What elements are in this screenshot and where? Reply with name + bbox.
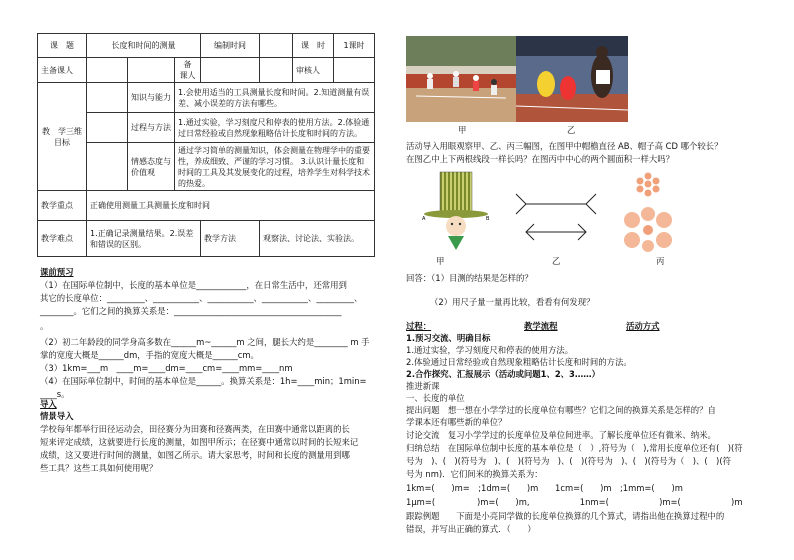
compile-time-label: 编制时间: [201, 34, 260, 58]
flow-line-9: 讨论交流 复习小学学过的长度单位及单位间进率。了解长度单位还有微米、纳米。: [406, 430, 716, 440]
flow-line-11: 号为 )、( )(符号为 )、( )(符号为 )、( )(符号为 )、( )(符号为（ )、( )(符: [406, 456, 731, 466]
sprint-photo: [516, 36, 628, 122]
difficulty-text: 1.正确记录测量结果。2.误差和错误的区别。: [87, 221, 201, 257]
ebbinghaus-figure: [618, 170, 678, 252]
answer-line-1: 回答：（1）目测的结果是怎样的？: [406, 273, 533, 283]
lesson-title: 长度和时间的测量: [87, 34, 201, 58]
reviewer-label: 审核人: [293, 58, 334, 83]
flow-label: 教学流程: [524, 321, 558, 331]
goal-label-3: 情感态度与价值观: [128, 143, 175, 191]
goal-text-1: 1.会使用适当的工具测量长度和时间。2.知道测量有误差、减小误差的方法有哪些。: [175, 83, 375, 113]
class-hours-label: 课 时: [293, 34, 334, 58]
svg-text:B: B: [486, 216, 490, 222]
long-jump-photo: [406, 36, 516, 122]
flow-line-12: 号为 nm)．它们间米的换算关系为：: [406, 469, 543, 479]
method-text: 观察法、讨论法、实验法。: [260, 221, 375, 257]
flow-line-3: 2.体验通过日常经验或自然现象粗略估计长度和时间的方法。: [406, 357, 632, 367]
flow-line-2: 1.通过实验，学习刻度尺和停表的使用方法。: [406, 345, 574, 355]
preview-line-3: （3）1km=___m ____m=____dm=____cm=____mm=____nm: [40, 363, 293, 373]
method-label: 教学方法: [201, 221, 260, 257]
scene-line-3: 成绩，这又要进行时间的测量，如图乙所示。请大家思考，时间和长度的测量用到哪: [40, 450, 350, 460]
scene-title: 情景导入: [40, 411, 74, 421]
conversion-line-1: 1km=( )m= ;1dm=( )m 1cm=( )m ;1mm=( )m: [406, 483, 683, 493]
answer-line-2: （2）用尺子量一量再比较，看看有何发现？: [430, 297, 595, 307]
preview-line-1c: ________。它们之间的换算关系是：________________________________________: [40, 306, 342, 316]
preview-line-1d: 。: [40, 321, 49, 331]
preview-line-4b: ____s。: [40, 389, 70, 399]
flow-line-4: 2.合作探究、汇报展示（活动或问题1、2、3……）: [406, 369, 600, 379]
flow-line-5: 推进新课: [406, 381, 440, 391]
preview-title: 课前预习: [40, 267, 74, 277]
muller-lyer-figure: [512, 186, 600, 246]
difficulty-label: 教学难点: [38, 221, 87, 257]
svg-text:A: A: [422, 216, 426, 222]
hat-figure: [420, 170, 492, 252]
goals-label: 教 学三维目标: [38, 83, 87, 191]
goal-text-3: 通过学习简单的测量知识，体会测量在物理学中的重要性，养成细致、严谨的学习习惯。 3.认识计量长度和时间的工具及其发展变化的过程，培养学生对科学技术的热爱。: [175, 143, 375, 191]
figure-label-yi: 乙: [552, 256, 561, 266]
conversion-line-2: 1μm=( )m=( )m, 1nm=( )m=( )m: [406, 497, 743, 507]
lesson-label: 课 题: [38, 34, 87, 58]
example-line-2: 错误，并写出正确的算式．（ ）: [406, 524, 536, 534]
preview-line-2b: 掌的宽度大概是______dm，手指的宽度大概是______cm。: [40, 350, 259, 360]
flow-line-7: 提出问题 想一想在小学学过的长度单位有哪些？它们之间的换算关系是怎样的？自: [406, 405, 716, 415]
prep-label: 备 课人: [175, 58, 201, 83]
lesson-plan-table: [37, 33, 375, 257]
flow-line-8: 学课本还有哪些新的单位？: [406, 417, 507, 427]
flow-line-1: 1.预习交流、明确目标: [406, 333, 491, 343]
goal-text-2: 1.通过实验，学习刻度尺和停表的使用方法。2.体验通过日常经验或自然现象粗略估计长度和时间的方法。: [175, 113, 375, 143]
figure-label-jia: 甲: [436, 256, 445, 266]
preview-line-4a: （4）在国际单位制中，时间的基本单位是______。换算关系是：1h=____min；1min=: [40, 376, 367, 386]
key-label: 教学重点: [38, 191, 87, 221]
preview-line-1a: （1）在国际单位制中，长度的基本单位是____________，在日常生活中，还常用到: [40, 280, 347, 290]
class-hours-value: 1课时: [334, 34, 375, 58]
goal-label-2: 过程与方法: [128, 113, 175, 143]
photo-caption-jia: 甲: [458, 125, 467, 135]
figure-label-bing: 丙: [656, 256, 665, 266]
process-label: 过程：: [406, 321, 432, 331]
activity-mode-label: 活动方式: [626, 321, 660, 331]
flow-line-6: 一、长度的单位: [406, 393, 465, 403]
preview-line-2a: （2）初二年龄段的同学身高多数在______m~______m 之间，腿长大约是________ m 手: [40, 337, 370, 347]
intro-title: 导入: [40, 399, 57, 409]
activity-line-2: 在图乙中上下两根线段一样长吗？在图丙中中心的两个圆面积一样大吗？: [406, 154, 674, 164]
key-text: 正确使用测量工具测量长度和时间: [87, 191, 375, 221]
scene-line-4: 些工具？这些工具如何使用呢？: [40, 463, 158, 473]
scene-line-1: 学校每年都举行田径运动会，田径赛分为田赛和径赛两类，在田赛中通常以距离的长: [40, 424, 350, 434]
main-prep-label: 主备课人: [38, 58, 87, 83]
preview-line-1b: 其它的长度单位：_________、___________、___________、___________、_________、: [40, 293, 363, 303]
photo-caption-yi: 乙: [567, 125, 576, 135]
flow-line-10: 归纳总结 在国际单位制中长度的基本单位是（ ）,符号为（ ),常用长度单位还有( )(符: [406, 443, 743, 453]
goal-label-1: 知识与能力: [128, 83, 175, 113]
example-line-1: 跟踪例题 下面是小亮同学做的长度单位换算的几个算式，请指出他在换算过程中的: [406, 511, 725, 521]
activity-line-1: 活动导入用眼观察甲、乙、丙三幅图，在图甲中帽檐直径 AB、帽子高 CD 哪个较长？: [406, 141, 723, 151]
scene-line-2: 短来评定成绩，这就要进行长度的测量，如图甲所示；在径赛中通常以时间的长短来记: [40, 437, 359, 447]
